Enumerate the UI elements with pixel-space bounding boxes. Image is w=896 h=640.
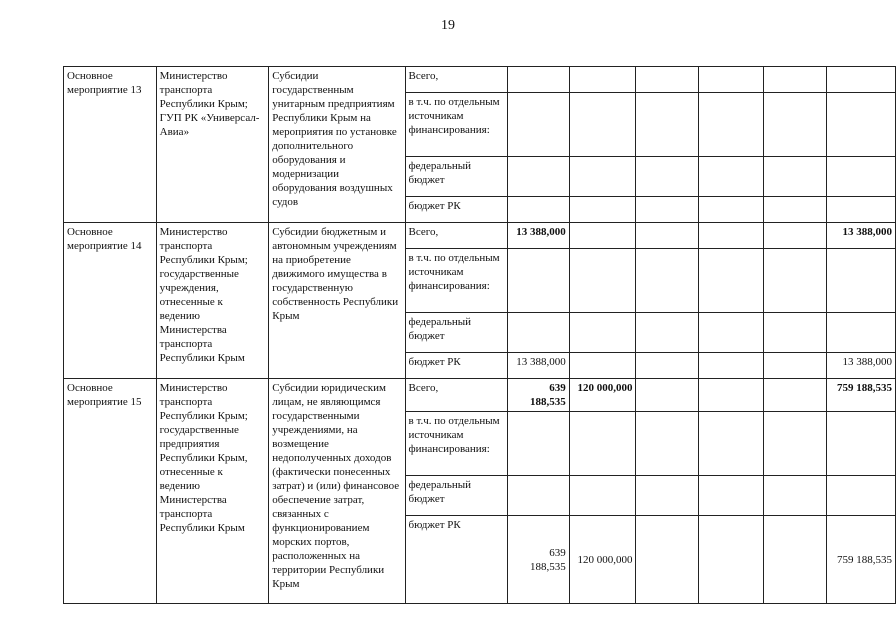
executor-cell: Министерство транспорта Республики Крым; государственные предприятия Республики Крым, отнесенные к ведению Министерства транспорта Республики Крым	[156, 379, 269, 604]
amount-cell	[827, 249, 896, 313]
description-cell: Субсидии бюджетным и автономным учреждениям на приобретение движимого имущества в государственную собственность Республики Крым	[269, 223, 405, 379]
source-label-cell: Всего,	[405, 223, 507, 249]
amount-cell	[507, 313, 569, 353]
amount-cell	[636, 412, 699, 476]
amount-cell: 639 188,535	[507, 516, 569, 604]
amount-cell	[827, 313, 896, 353]
amount-cell	[507, 67, 569, 93]
amount-cell	[764, 379, 827, 412]
amount-cell	[764, 476, 827, 516]
amount-cell	[764, 313, 827, 353]
amount-cell	[764, 197, 827, 223]
event-cell: Основное мероприятие 13	[64, 67, 157, 223]
source-label-cell: в т.ч. по отдельным источникам финансирования:	[405, 93, 507, 157]
amount-cell: 120 000,000	[569, 379, 636, 412]
source-label-cell: Всего,	[405, 67, 507, 93]
amount-cell	[764, 93, 827, 157]
event-cell: Основное мероприятие 14	[64, 223, 157, 379]
amount-cell	[764, 223, 827, 249]
amount-cell	[764, 516, 827, 604]
amount-cell	[764, 353, 827, 379]
amount-cell: 639 188,535	[507, 379, 569, 412]
amount-cell	[827, 412, 896, 476]
source-label-cell: федеральный бюджет	[405, 476, 507, 516]
amount-cell: 759 188,535	[827, 516, 896, 604]
amount-cell	[636, 313, 699, 353]
amount-cell	[636, 516, 699, 604]
amount-cell	[569, 67, 636, 93]
source-label-cell: федеральный бюджет	[405, 313, 507, 353]
source-label-cell: в т.ч. по отдельным источникам финансирования:	[405, 412, 507, 476]
amount-cell	[764, 157, 827, 197]
amount-cell	[699, 353, 764, 379]
description-cell: Субсидии юридическим лицам, не являющимся государственными учреждениями, на возмещение недополученных доходов (фактически понесенных затрат) и (или) финансовое обеспечение затрат, связанных с функционированием морских портов, расположенных на территории Республики Крым	[269, 379, 405, 604]
table-row	[64, 67, 896, 93]
amount-cell	[569, 476, 636, 516]
amount-cell	[569, 412, 636, 476]
amount-cell	[827, 93, 896, 157]
amount-cell: 13 388,000	[507, 223, 569, 249]
amount-cell	[827, 197, 896, 223]
amount-cell	[699, 249, 764, 313]
amount-cell	[636, 353, 699, 379]
amount-cell	[699, 93, 764, 157]
amount-cell	[699, 67, 764, 93]
amount-cell	[699, 197, 764, 223]
amount-cell	[827, 157, 896, 197]
amount-cell	[699, 476, 764, 516]
page-number: 19	[441, 18, 455, 33]
amount-cell	[569, 157, 636, 197]
event-cell: Основное мероприятие 15	[64, 379, 157, 604]
amount-cell	[507, 412, 569, 476]
table-row	[64, 223, 896, 249]
amount-cell: 13 388,000	[507, 353, 569, 379]
amount-cell	[699, 516, 764, 604]
source-label-cell: бюджет РК	[405, 353, 507, 379]
amount-cell	[764, 412, 827, 476]
amount-cell: 759 188,535	[827, 379, 896, 412]
amount-cell	[636, 67, 699, 93]
amount-cell	[699, 223, 764, 249]
amount-cell	[507, 93, 569, 157]
executor-cell: Министерство транспорта Республики Крым; государственные учреждения, отнесенные к ведению Министерства транспорта Республики Крым	[156, 223, 269, 379]
amount-cell: 13 388,000	[827, 353, 896, 379]
description-cell: Субсидии государственным унитарным предприятиям Республики Крым на мероприятия по установке дополнительного оборудования и модернизации оборудования воздушных судов	[269, 67, 405, 223]
source-label-cell: бюджет РК	[405, 197, 507, 223]
amount-cell: 120 000,000	[569, 516, 636, 604]
amount-cell	[764, 67, 827, 93]
amount-cell	[699, 157, 764, 197]
source-label-cell: бюджет РК	[405, 516, 507, 604]
amount-cell	[507, 157, 569, 197]
amount-cell	[507, 476, 569, 516]
amount-cell	[699, 379, 764, 412]
executor-cell: Министерство транспорта Республики Крым; ГУП РК «Универсал-Авиа»	[156, 67, 269, 223]
amount-cell	[507, 249, 569, 313]
amount-cell	[507, 197, 569, 223]
amount-cell	[569, 197, 636, 223]
amount-cell	[827, 476, 896, 516]
amount-cell	[569, 249, 636, 313]
amount-cell	[636, 197, 699, 223]
amount-cell	[569, 223, 636, 249]
source-label-cell: в т.ч. по отдельным источникам финансирования:	[405, 249, 507, 313]
source-label-cell: Всего,	[405, 379, 507, 412]
amount-cell	[827, 67, 896, 93]
amount-cell	[569, 93, 636, 157]
source-label-cell: федеральный бюджет	[405, 157, 507, 197]
amount-cell	[569, 353, 636, 379]
amount-cell	[636, 476, 699, 516]
amount-cell	[636, 379, 699, 412]
financing-table	[63, 66, 896, 604]
amount-cell	[764, 249, 827, 313]
amount-cell	[569, 313, 636, 353]
amount-cell	[636, 223, 699, 249]
table-row	[64, 379, 896, 412]
amount-cell	[699, 313, 764, 353]
amount-cell	[636, 249, 699, 313]
amount-cell	[636, 93, 699, 157]
amount-cell	[636, 157, 699, 197]
amount-cell	[699, 412, 764, 476]
amount-cell: 13 388,000	[827, 223, 896, 249]
